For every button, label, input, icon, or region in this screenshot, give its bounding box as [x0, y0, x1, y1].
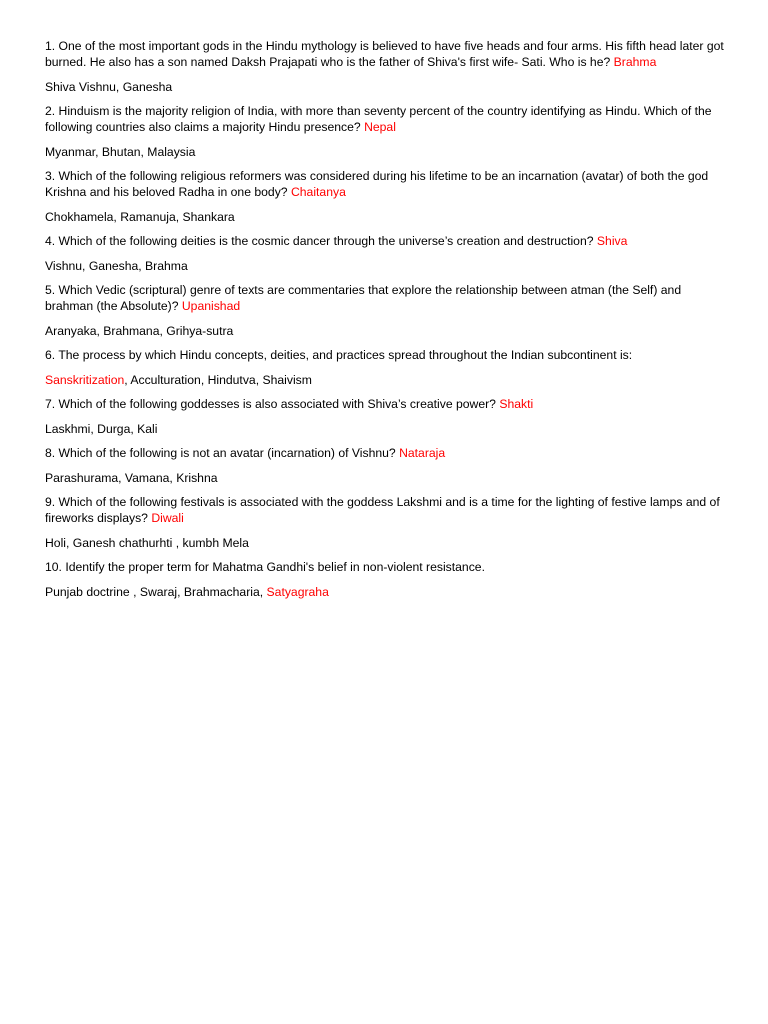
distractor-options: Myanmar, Bhutan, Malaysia — [45, 144, 196, 159]
distractor-options: Punjab doctrine , Swaraj, Brahmacharia, — [45, 584, 267, 599]
options-line — [45, 584, 730, 600]
question-3 — [45, 168, 730, 200]
question-4 — [45, 233, 730, 249]
answer-text: Sanskritization — [45, 372, 125, 387]
distractor-options: Shiva Vishnu, Ganesha — [45, 79, 173, 94]
question-text: 10. Identify the proper term for Mahatma Gandhi's belief in non-violent resistance. — [45, 560, 485, 574]
quiz-document — [45, 38, 730, 608]
question-text: 6. The process by which Hindu concepts, deities, and practices spread throughout the Indian subcontinent is: — [45, 348, 633, 362]
answer-text: Shiva — [596, 234, 628, 248]
question-text: 8. Which of the following is not an avatar (incarnation) of Vishnu? — [45, 446, 396, 460]
answer-text: Nepal — [364, 120, 396, 134]
question-6 — [45, 347, 730, 363]
question-text: 9. Which of the following festivals is associated with the goddess Lakshmi and is a time for the lighting of festive lamps and of fireworks displays? — [45, 495, 720, 525]
distractor-options: Vishnu, Ganesha, Brahma — [45, 258, 188, 273]
distractor-options: Parashurama, Vamana, Krishna — [45, 470, 218, 485]
question-1 — [45, 38, 730, 70]
answer-text: Brahma — [613, 55, 657, 69]
answer-text: Upanishad — [181, 299, 241, 313]
question-9 — [45, 494, 730, 526]
distractor-options: Holi, Ganesh chathurhti , kumbh Mela — [45, 535, 249, 550]
question-text: 5. Which Vedic (scriptural) genre of texts are commentaries that explore the relationship between atman (the Self) and brahman (the Absolute)? — [45, 283, 682, 313]
distractor-options: , Acculturation, Hindutva, Shaivism — [124, 372, 312, 387]
distractor-options: Chokhamela, Ramanuja, Shankara — [45, 209, 235, 224]
question-text: 4. Which of the following deities is the cosmic dancer through the universe’s creation and destruction? — [45, 234, 594, 248]
distractor-options: Aranyaka, Brahmana, Grihya-sutra — [45, 323, 234, 338]
question-5 — [45, 282, 730, 314]
question-7 — [45, 396, 730, 412]
question-2 — [45, 103, 730, 135]
answer-text: Satyagraha — [266, 584, 329, 599]
question-text: 2. Hinduism is the majority religion of India, with more than seventy percent of the country identifying as Hindu. Which of the following countries also claims a majority Hindu presence? — [45, 104, 712, 134]
question-8 — [45, 445, 730, 461]
answer-text: Nataraja — [399, 446, 446, 460]
answer-text: Diwali — [151, 511, 184, 525]
distractor-options: Laskhmi, Durga, Kali — [45, 421, 158, 436]
question-text: 7. Which of the following goddesses is also associated with Shiva’s creative power? — [45, 397, 496, 411]
answer-text: Chaitanya — [290, 185, 346, 199]
question-text: 1. One of the most important gods in the Hindu mythology is believed to have five heads and four arms. His fifth head later got burned. He also has a son named Daksh Prajapati who is the father of Shiva's first wife- Sati. Who is he? — [45, 39, 724, 69]
answer-text: Shakti — [499, 397, 534, 411]
question-text: 3. Which of the following religious reformers was considered during his lifetime to be an incarnation (avatar) of both the god Krishna and his beloved Radha in one body? — [45, 169, 709, 199]
question-10 — [45, 559, 730, 575]
options-line — [45, 372, 730, 388]
